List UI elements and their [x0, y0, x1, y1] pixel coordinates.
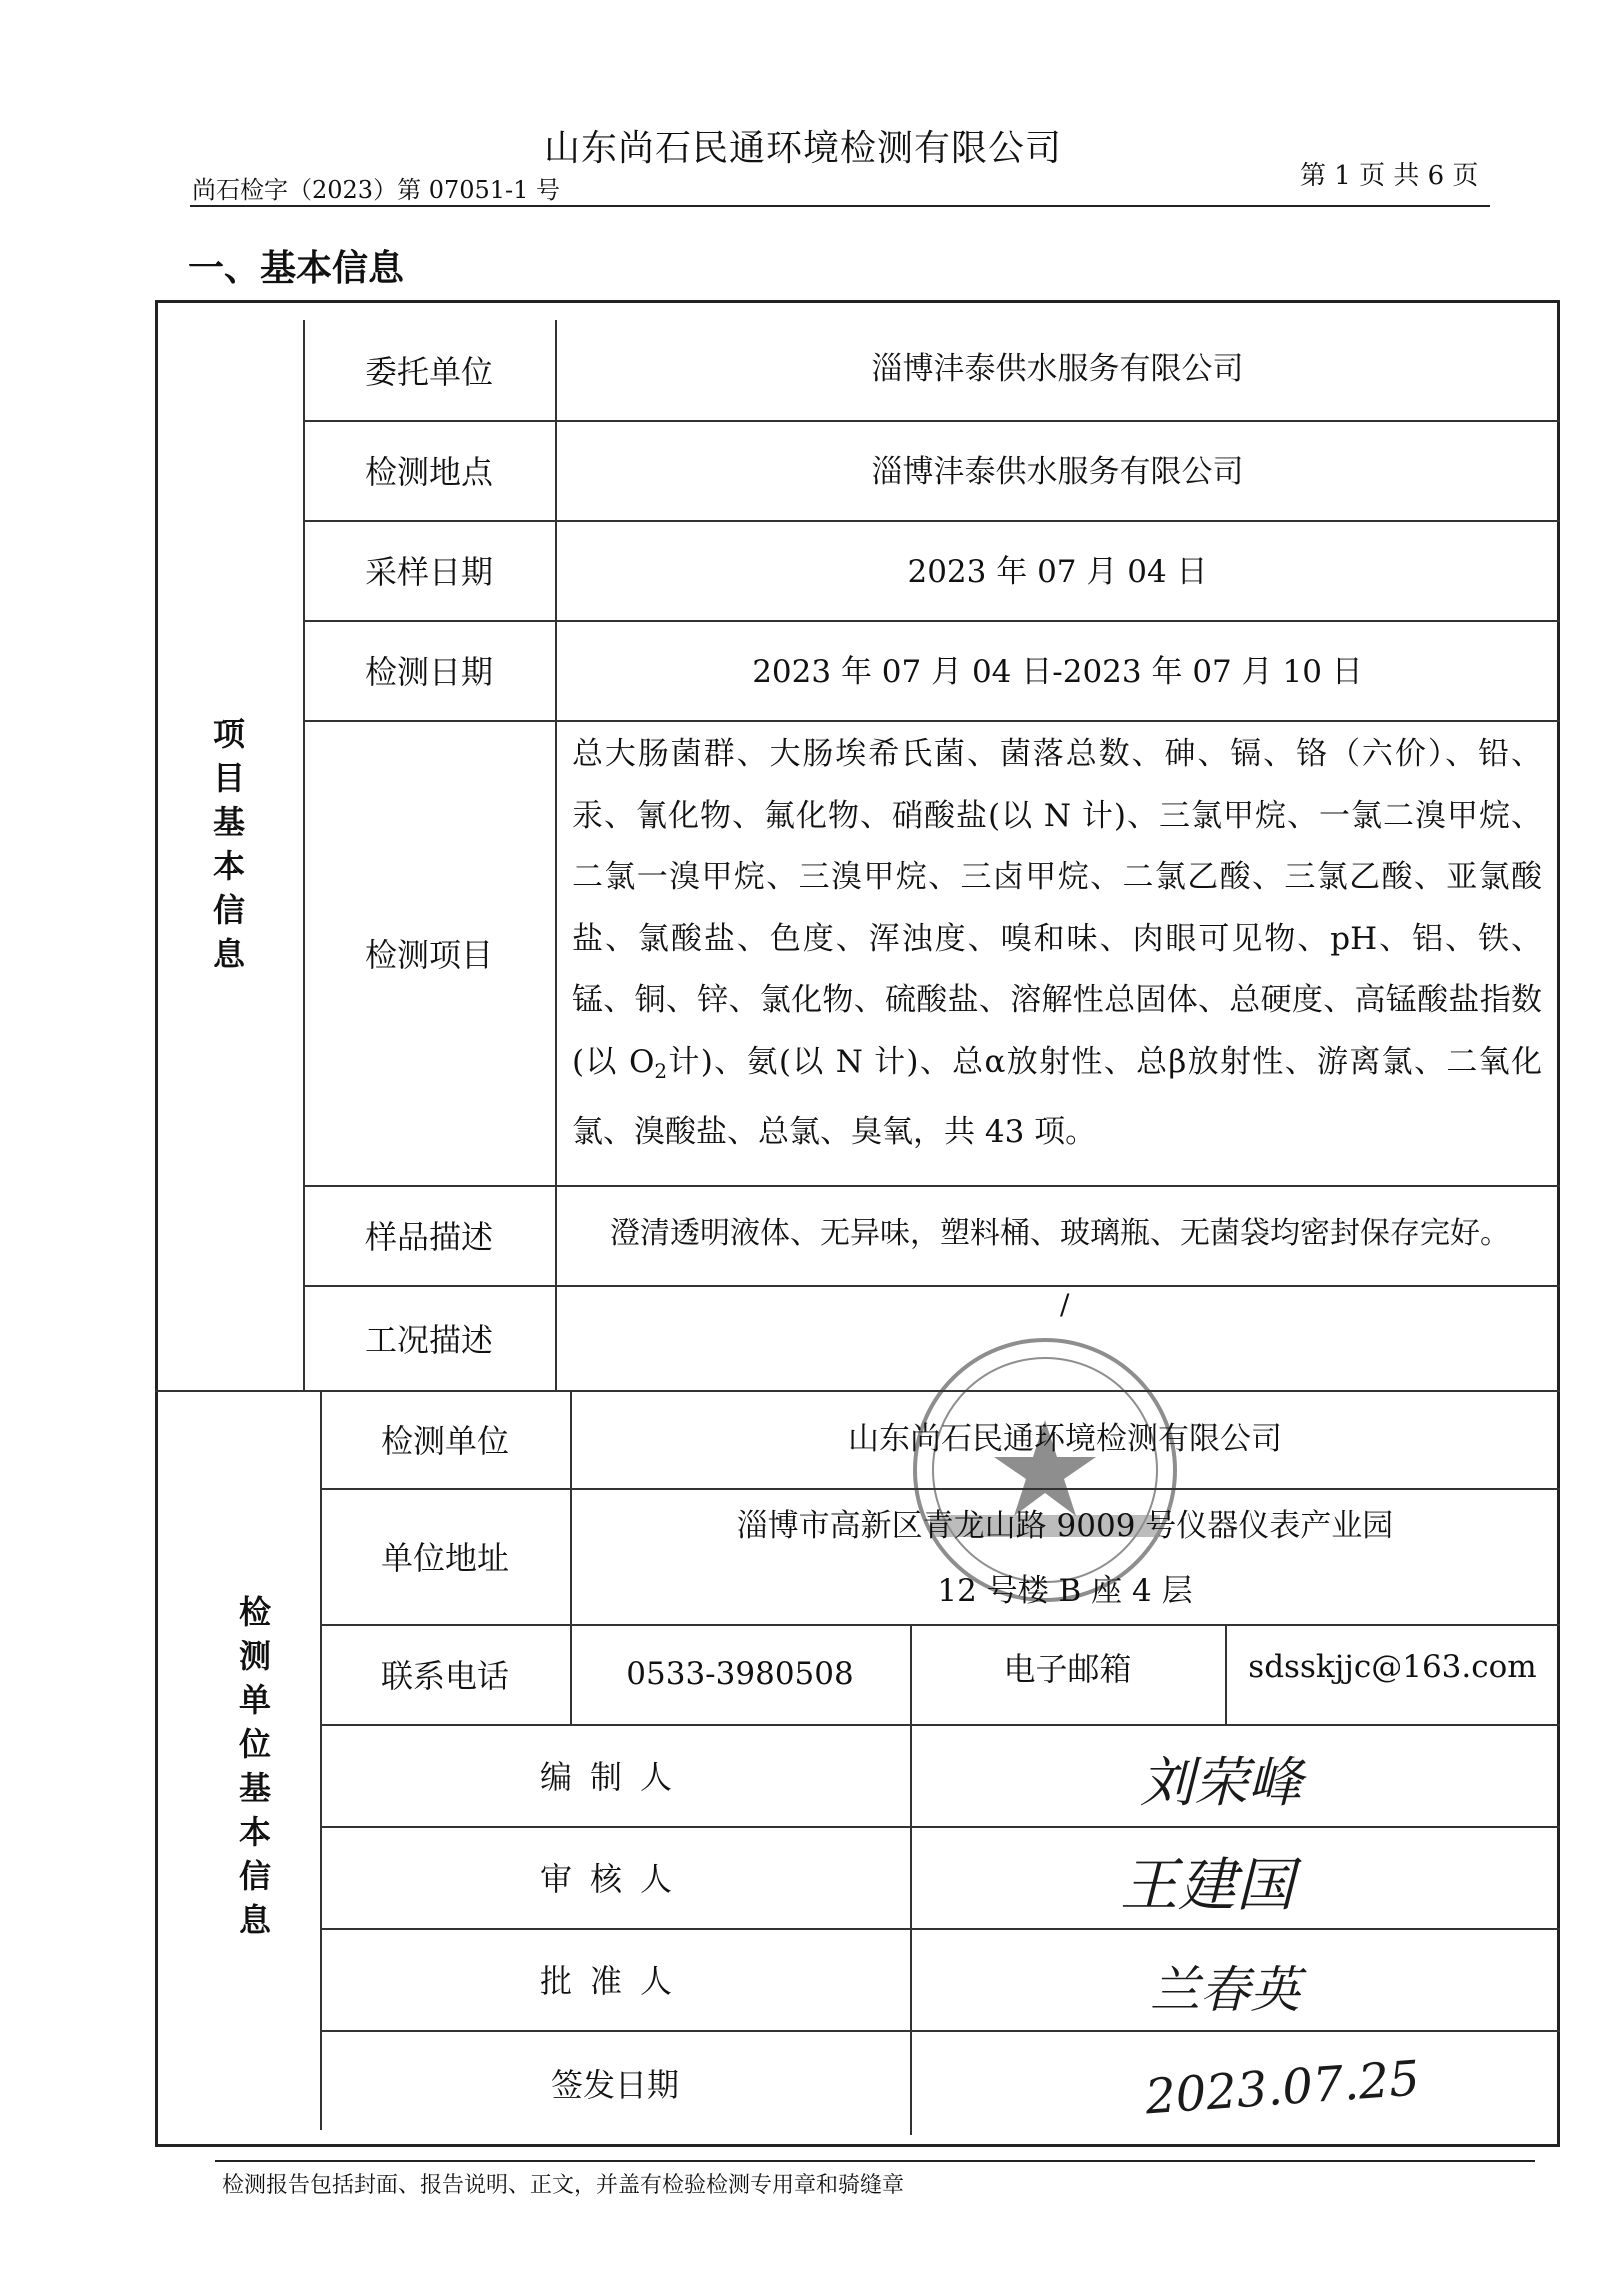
items-value	[572, 724, 1542, 1164]
condition-value: /	[1060, 1288, 1070, 1321]
client-value: 淄博沣泰供水服务有限公司	[871, 350, 1244, 387]
section-title: 一、基本信息	[188, 248, 405, 289]
address-label: 单位地址	[380, 1539, 509, 1577]
report-number: 尚石检字（2023）第 07051-1 号	[192, 176, 561, 204]
items-text-part2: 计)、氨(以 N 计)、总α放射性、总β放射性、游离氯、二氧化氯、溴酸盐、总氯、臭氧，共 43 项。	[572, 1043, 1542, 1150]
address-line2: 12 号楼 B 座 4 层	[937, 1573, 1193, 1609]
issue-date-handwritten: 2023.07.25	[1143, 2050, 1422, 2126]
reviewed-signature: 王建国	[1120, 1851, 1295, 1919]
footer-note: 检测报告包括封面、报告说明、正文，并盖有检验检测专用章和骑缝章	[222, 2173, 905, 2198]
lab-unit-value: 山东尚石民通环境检测有限公司	[848, 1420, 1282, 1457]
items-subscript: 2	[654, 1058, 668, 1083]
footer-rule	[215, 2160, 1535, 2162]
reviewed-by-label: 审核人	[539, 1860, 690, 1898]
sample-desc-label: 样品描述	[364, 1218, 493, 1256]
approved-by-label: 批准人	[539, 1962, 690, 2000]
sample-desc-value: 澄清透明液体、无异味，塑料桶、玻璃瓶、无菌袋均密封保存完好。	[610, 1216, 1510, 1251]
items-text-part1: 总大肠菌群、大肠埃希氏菌、菌落总数、砷、镉、铬（六价）、铅、汞、氰化物、氟化物、硝酸盐(以 N 计)、三氯甲烷、一氯二溴甲烷、二氯一溴甲烷、三溴甲烷、三卤甲烷、二氯乙酸、三氯乙酸、亚氯酸盐、氯酸盐、色度、浑浊度、嗅和味、肉眼可见物、pH、铝、铁、锰、铜、锌、氯化物、硫酸盐、溶解性总固体、总硬度、高锰酸盐指数(以 O	[572, 736, 1542, 1080]
lab-unit-label: 检测单位	[380, 1422, 509, 1460]
company-title: 山东尚石民通环境检测有限公司	[543, 128, 1062, 169]
address-line1: 淄博市高新区青龙山路 9009 号仪器仪表产业园	[736, 1508, 1394, 1544]
header-rule	[190, 205, 1490, 207]
sampling-date-value: 2023 年 07 月 04 日	[907, 553, 1208, 590]
issue-date-label: 签发日期	[550, 2065, 679, 2104]
email-label: 电子邮箱	[1003, 1649, 1132, 1688]
phone-label: 联系电话	[380, 1657, 509, 1695]
phone-value: 0533-3980508	[626, 1656, 854, 1692]
prepared-signature: 刘荣峰	[1140, 1751, 1302, 1814]
test-date-value: 2023 年 07 月 04 日-2023 年 07 月 10 日	[752, 653, 1363, 690]
client-label: 委托单位	[364, 353, 493, 391]
group-label-project: 项 目 基 本 信 息	[212, 715, 245, 973]
group-label-lab: 检 测 单 位 基 本 信 息	[238, 1593, 271, 1939]
prepared-by-label: 编制人	[539, 1758, 690, 1796]
approved-signature: 兰春英	[1150, 1961, 1300, 2019]
sampling-date-label: 采样日期	[364, 553, 493, 591]
site-label: 检测地点	[364, 453, 493, 491]
test-date-label: 检测日期	[364, 653, 493, 691]
email-value: sdsskjjc@163.com	[1248, 1648, 1537, 1685]
items-label: 检测项目	[364, 935, 493, 974]
site-value: 淄博沣泰供水服务有限公司	[871, 453, 1244, 490]
page-info: 第 1 页 共 6 页	[1300, 161, 1479, 191]
condition-label: 工况描述	[364, 1320, 493, 1359]
